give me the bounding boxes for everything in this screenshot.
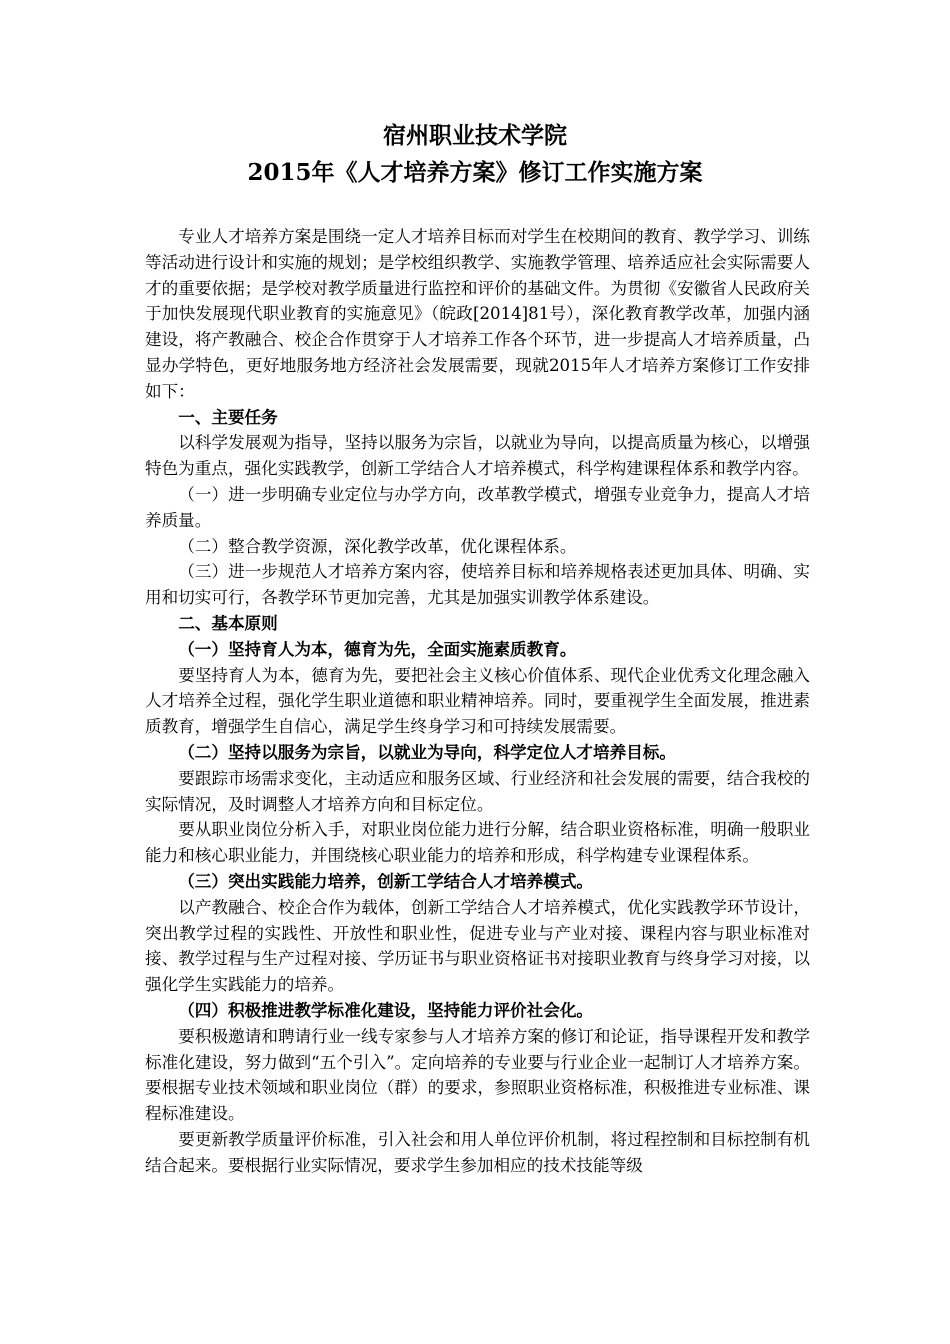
subsection-heading: （三）突出实践能力培养，创新工学结合人才培养模式。 <box>178 870 594 891</box>
body-paragraph: （一）进一步明确专业定位与办学方向，改革教学模式，增强专业竞争力，提高人才培养质量。 <box>145 484 810 530</box>
body-paragraph: （三）进一步规范人才培养方案内容，使培养目标和培养规格表述更加具体、明确、实用和切实可行，各教学环节更加完善，尤其是加强实训教学体系建设。 <box>145 562 810 608</box>
document-title-line2: 2015年《人才培养方案》修订工作实施方案 <box>247 159 703 186</box>
body-paragraph: 以产教融合、校企合作为载体，创新工学结合人才培养模式，优化实践教学环节设计，突出教学过程的实践性、开放性和职业性，促进专业与产业对接、课程内容与职业标准对接、教学过程与生产过程对接、学历证书与职业资格证书对接职业教育与终身学习对接，以强化学生实践能力的培养。 <box>145 897 810 995</box>
body-paragraph: 以科学发展观为指导，坚持以服务为宗旨，以就业为导向，以提高质量为核心，以增强特色为重点，强化实践教学，创新工学结合人才培养模式，科学构建课程体系和教学内容。 <box>145 433 810 479</box>
body-paragraph: 要更新教学质量评价标准，引入社会和用人单位评价机制，将过程控制和目标控制有机结合起来。要根据行业实际情况，要求学生参加相应的技术技能等级 <box>145 1129 810 1175</box>
subsection-heading: （二）坚持以服务为宗旨，以就业为导向，科学定位人才培养目标。 <box>178 741 676 762</box>
subsection-heading: （一）坚持育人为本，德育为先，全面实施素质教育。 <box>178 638 577 659</box>
body-paragraph: 要从职业岗位分析入手，对职业岗位能力进行分解，结合职业资格标准，明确一般职业能力和核心职业能力，并围绕核心职业能力的培养和形成，科学构建专业课程体系。 <box>145 820 810 866</box>
body-paragraph: （二）整合教学资源，深化教学改革，优化课程体系。 <box>178 536 577 556</box>
document-title-line1: 宿州职业技术学院 <box>383 122 567 149</box>
intro-paragraph: 专业人才培养方案是围绕一定人才培养目标而对学生在校期间的教育、教学学习、训练等活动进行设计和实施的规划；是学校组织教学、实施教学管理、培养适应社会实际需要人才的重要依据；是学校对教学质量进行监控和评价的基础文件。为贯彻《安徽省人民政府关于加快发展现代职业教育的实施意见》（皖政[2014]81号），深化教育教学改革，加强内涵建设，将产教融合、校企合作贯穿于人才培养工作各个环节，进一步提高人才培养质量，凸显办学特色，更好地服务地方经济社会发展需要，现就2015年人才培养方案修订工作安排如下： <box>145 227 810 401</box>
body-paragraph: 要积极邀请和聘请行业一线专家参与人才培养方案的修订和论证，指导课程开发和教学标准化建设，努力做到“五个引入”。定向培养的专业要与行业企业一起制订人才培养方案。要根据专业技术领域和职业岗位（群）的要求，参照职业资格标准，积极推进专业标准、课程标准建设。 <box>145 1026 810 1124</box>
section-heading: 二、基本原则 <box>178 612 278 633</box>
document-body <box>145 224 810 1178</box>
subsection-heading: （四）积极推进教学标准化建设，坚持能力评价社会化。 <box>178 999 594 1020</box>
body-paragraph: 要坚持育人为本，德育为先，要把社会主义核心价值体系、现代企业优秀文化理念融入人才培养全过程，强化学生职业道德和职业精神培养。同时，要重视学生全面发展，推进素质教育，增强学生自信心，满足学生终身学习和可持续发展需要。 <box>145 665 810 737</box>
section-heading: 一、主要任务 <box>178 406 278 427</box>
body-paragraph: 要跟踪市场需求变化，主动适应和服务区域、行业经济和社会发展的需要，结合我校的实际情况，及时调整人才培养方向和目标定位。 <box>145 768 810 814</box>
